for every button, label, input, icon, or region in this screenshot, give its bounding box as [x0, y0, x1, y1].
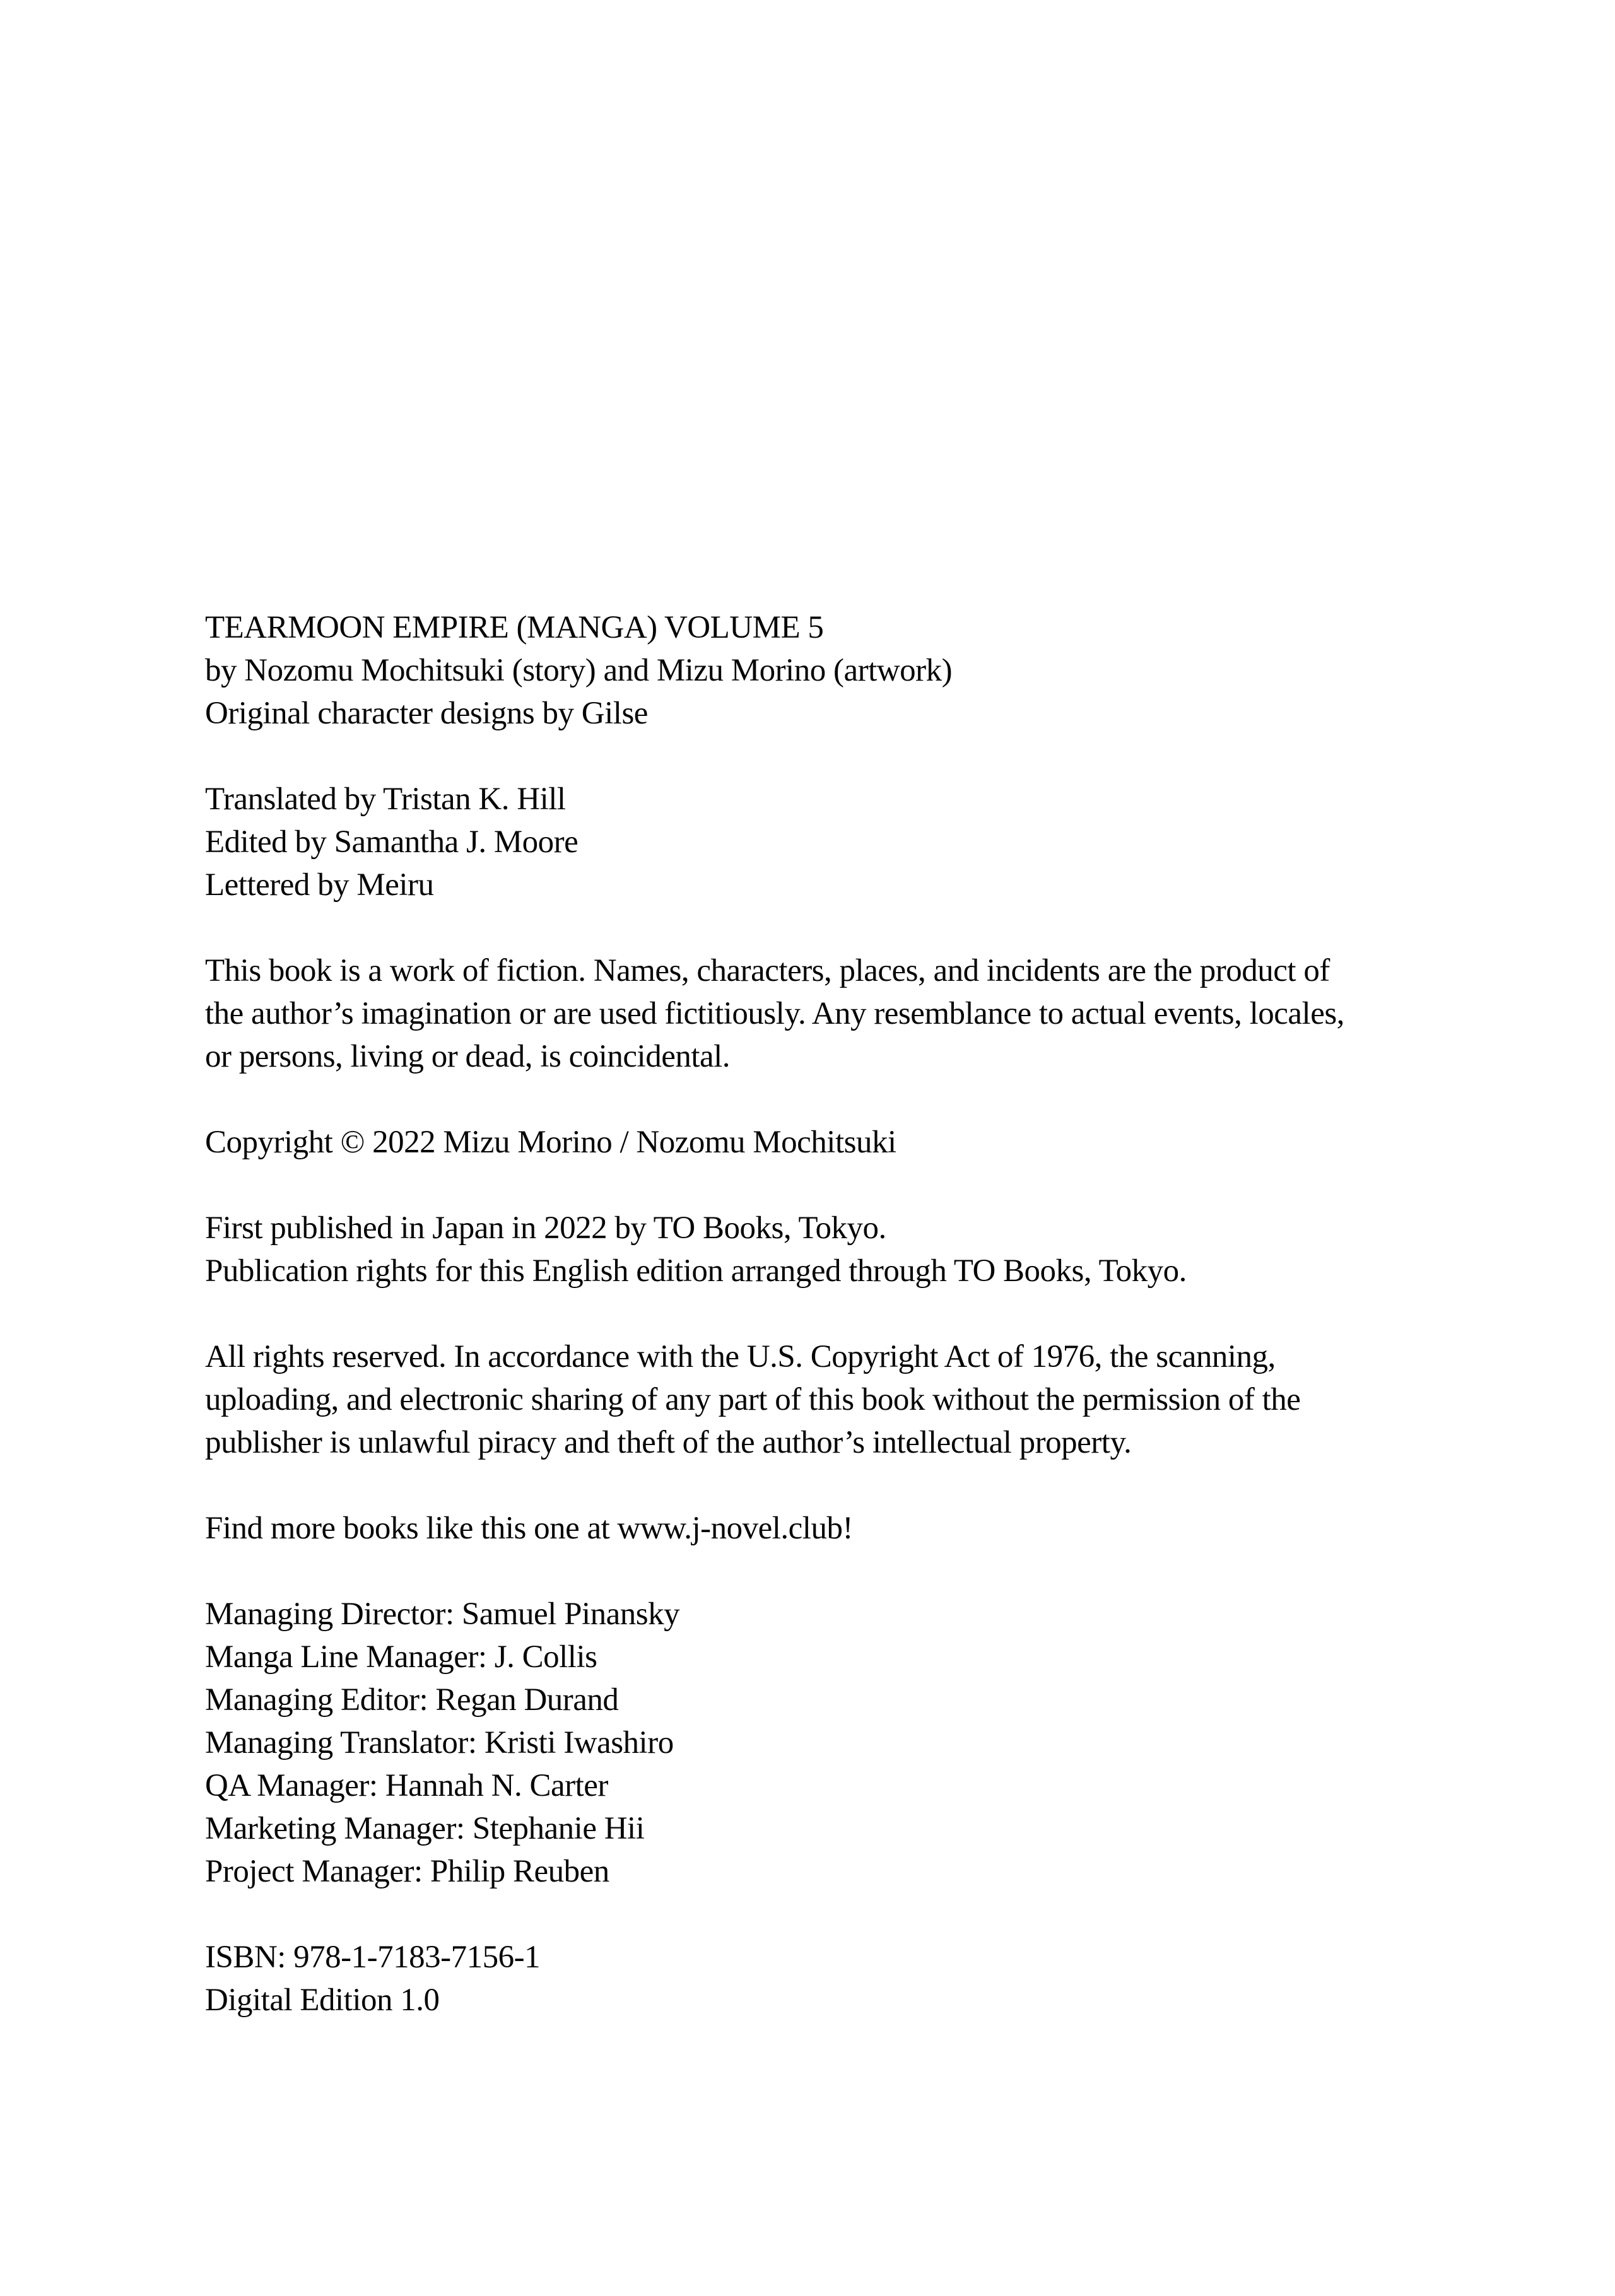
author-line: by Nozomu Mochitsuki (story) and Mizu Morino (artwork) — [205, 653, 953, 688]
publication-rights-line: Publication rights for this English edition arranged through TO Books, Tokyo. — [205, 1253, 1187, 1289]
qa-manager-line: QA Manager: Hannah N. Carter — [205, 1768, 608, 1803]
character-designs-line: Original character designs by Gilse — [205, 696, 648, 731]
rights-line: publisher is unlawful piracy and theft of the author’s intellectual property. — [205, 1425, 1132, 1460]
publication-block — [205, 1207, 1536, 1292]
promo-line: Find more books like this one at www.j-novel.club! — [205, 1511, 853, 1546]
rights-block — [205, 1335, 1536, 1464]
managing-translator-line: Managing Translator: Kristi Iwashiro — [205, 1725, 674, 1760]
rights-line: uploading, and electronic sharing of any part of this book without the permission of the — [205, 1382, 1301, 1417]
managing-editor-line: Managing Editor: Regan Durand — [205, 1682, 619, 1718]
fiction-disclaimer — [205, 949, 1536, 1078]
digital-edition-line: Digital Edition 1.0 — [205, 1983, 440, 2018]
disclaimer-line: or persons, living or dead, is coincidental. — [205, 1039, 731, 1074]
manga-line-manager-line: Manga Line Manager: J. Collis — [205, 1639, 597, 1675]
copyright-line: Copyright © 2022 Mizu Morino / Nozomu Mochitsuki — [205, 1125, 896, 1160]
promo-block — [205, 1507, 1536, 1550]
credits-block — [205, 778, 1536, 906]
book-title: TEARMOON EMPIRE (MANGA) VOLUME 5 — [205, 610, 824, 645]
first-published-line: First published in Japan in 2022 by TO Books, Tokyo. — [205, 1210, 886, 1246]
edition-block — [205, 1936, 1536, 2022]
isbn-line: ISBN: 978-1-7183-7156-1 — [205, 1940, 541, 1975]
disclaimer-line: This book is a work of fiction. Names, characters, places, and incidents are the product of — [205, 953, 1330, 988]
project-manager-line: Project Manager: Philip Reuben — [205, 1854, 609, 1889]
disclaimer-line: the author’s imagination or are used fictitiously. Any resemblance to actual events, locales, — [205, 996, 1344, 1031]
managing-director-line: Managing Director: Samuel Pinansky — [205, 1596, 680, 1632]
letterer-line: Lettered by Meiru — [205, 867, 434, 903]
rights-line: All rights reserved. In accordance with the U.S. Copyright Act of 1976, the scanning, — [205, 1339, 1276, 1374]
copyright-text-content — [205, 606, 1536, 2022]
translator-line: Translated by Tristan K. Hill — [205, 782, 566, 817]
marketing-manager-line: Marketing Manager: Stephanie Hii — [205, 1811, 645, 1846]
staff-block — [205, 1593, 1536, 1893]
copyright-block — [205, 1121, 1536, 1164]
editor-line: Edited by Samantha J. Moore — [205, 824, 578, 860]
title-block — [205, 606, 1536, 735]
